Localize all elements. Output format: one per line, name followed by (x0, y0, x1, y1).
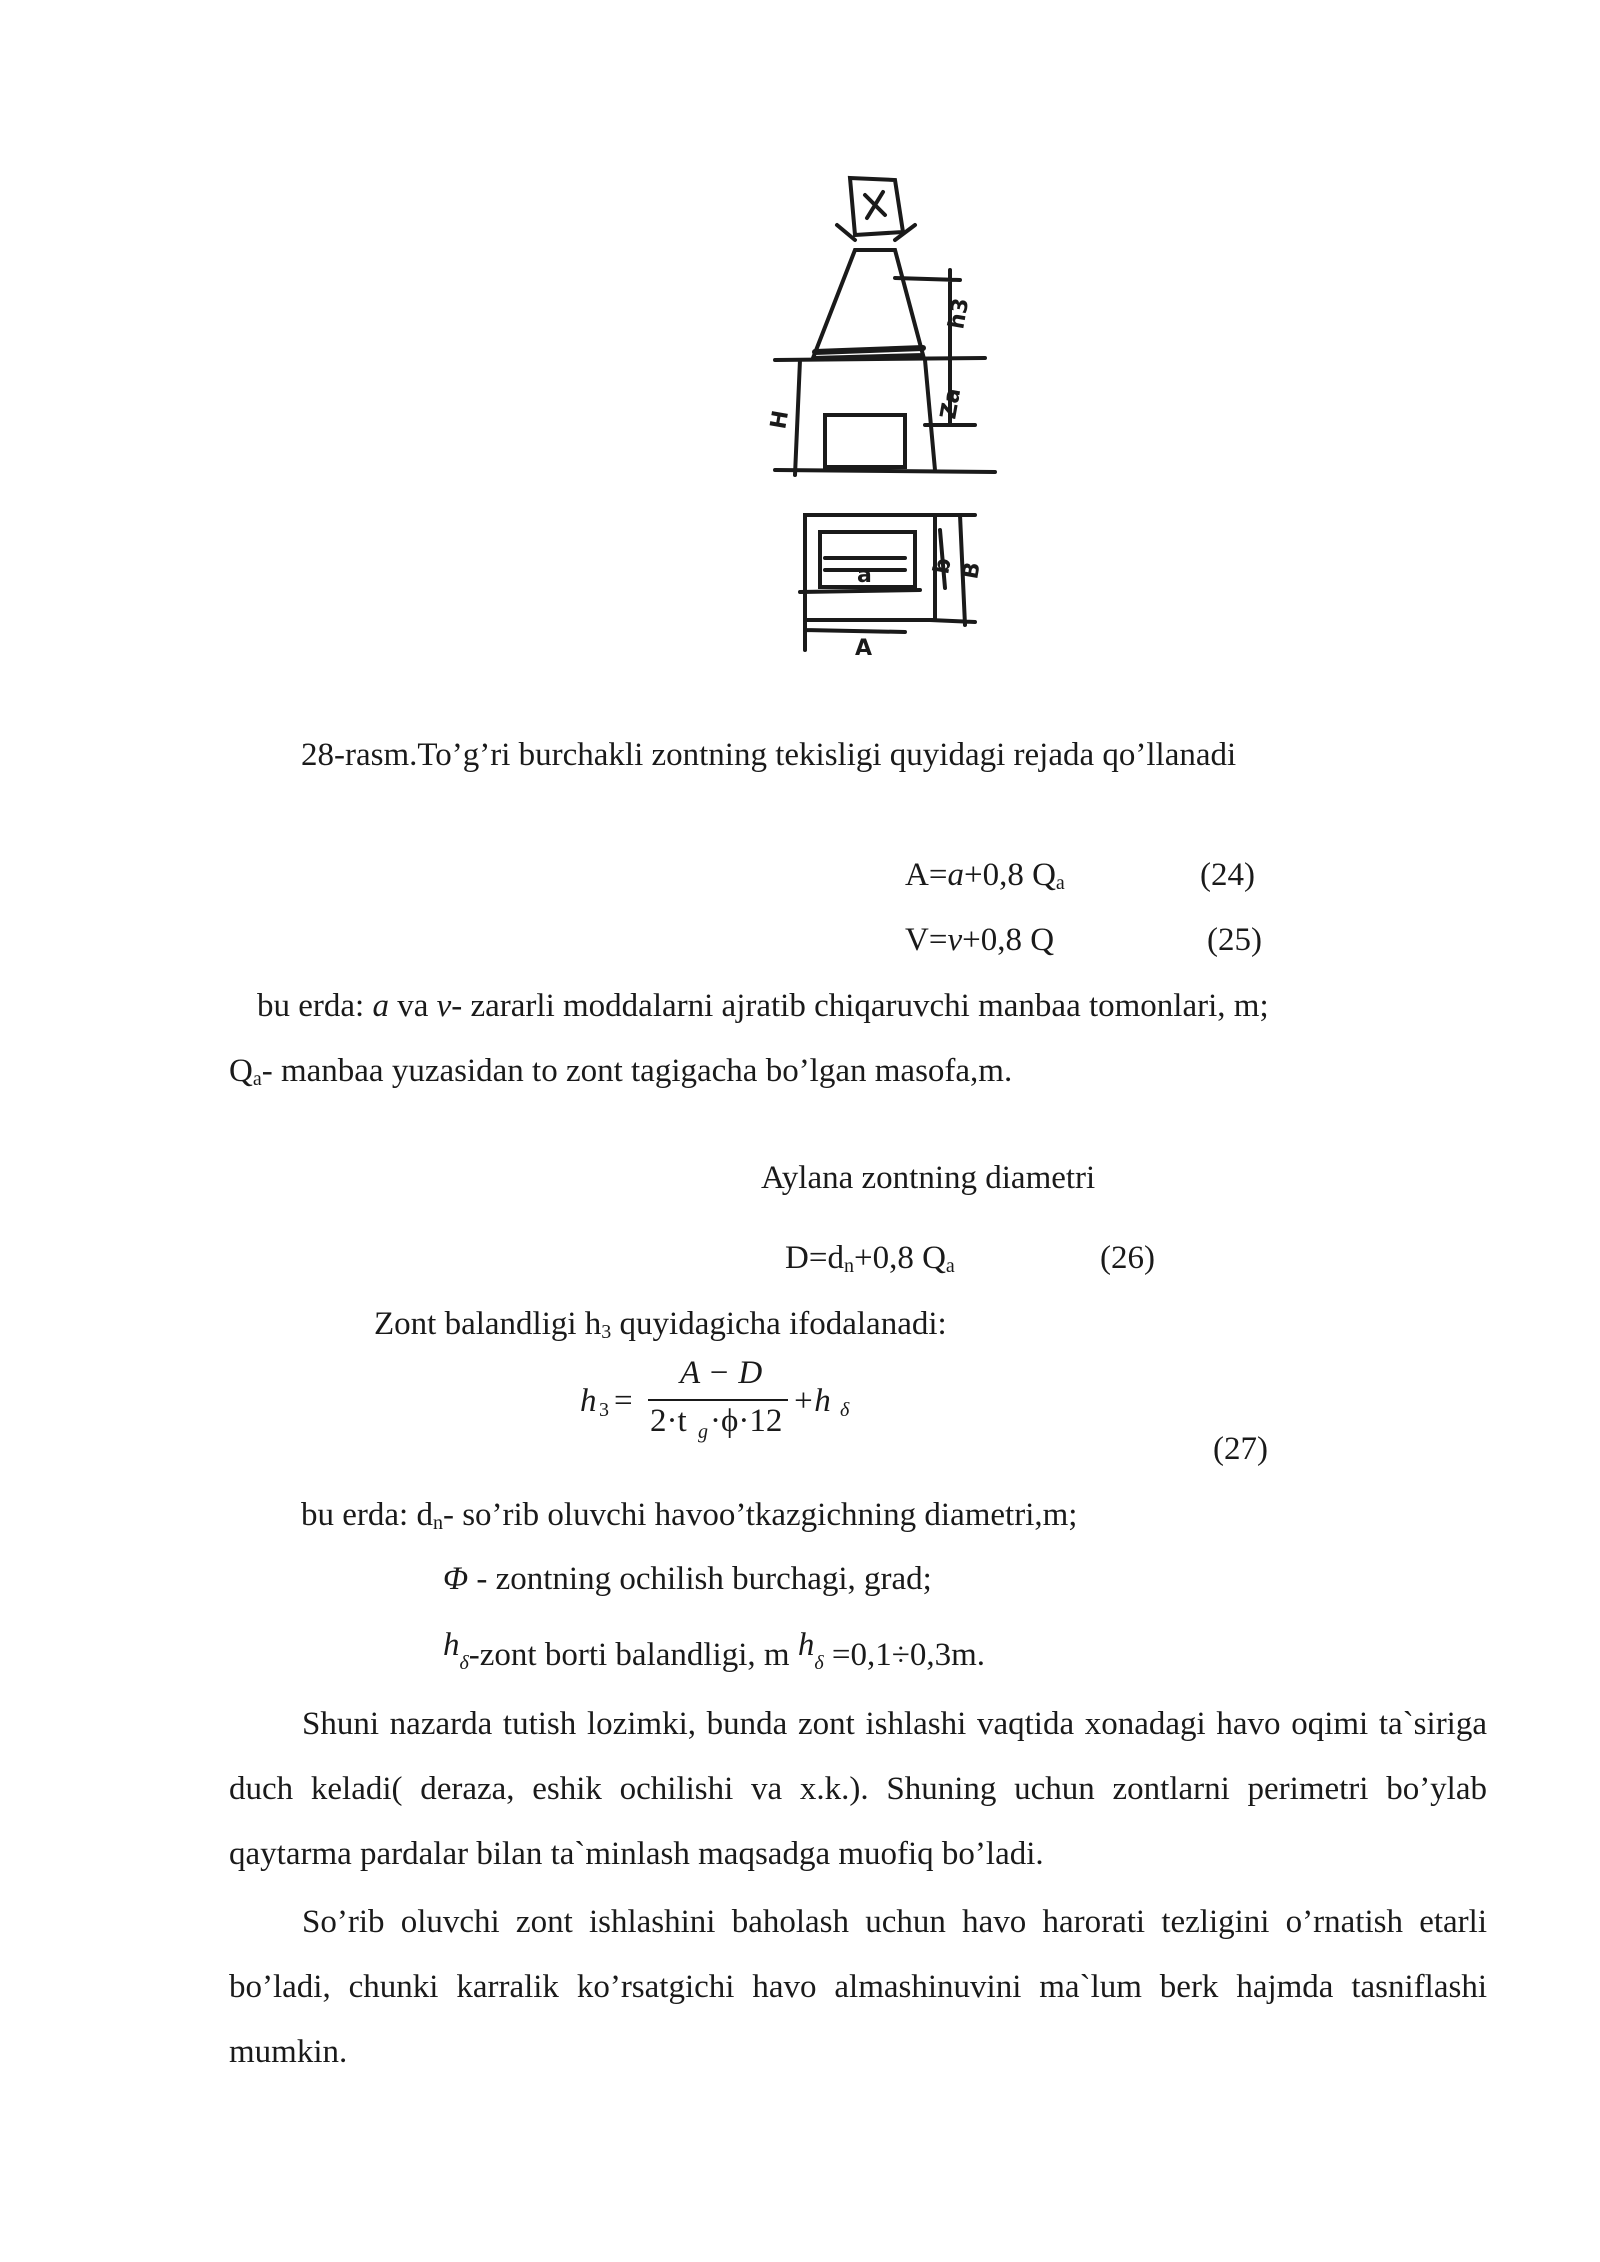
formula-24: A=a+0,8 $Q_a$ (905, 857, 1065, 894)
label-za: Za (936, 386, 967, 422)
label-b-large: B (958, 560, 986, 582)
formula-27: h 3 = A − D 2·t g ·ϕ·12 +h δ (580, 1355, 850, 1443)
formula-27-number: (27) (1213, 1431, 1268, 1467)
formula-24-number: (24) (1200, 857, 1255, 893)
where-line-2: $Q_a-$ manbaa yuzasidan to zont tagigacha bo’lgan masofa,m. (229, 1053, 1013, 1090)
label-b-small: b (929, 556, 957, 577)
figure-caption: 28-rasm.To’g’ri burchakli zontning tekisligi quyidagi rejada qo’llanadi (301, 737, 1237, 773)
hood-diagram (745, 170, 1035, 680)
hood-outline (813, 250, 923, 358)
label-h3: h3 (944, 296, 975, 332)
where-line-1: bu erda: a va v- zararli moddalarni ajratib chiqaruvchi manbaa tomonlari, m; (257, 988, 1269, 1024)
paragraph-1: Shuni nazarda tutish lozimki, bunda zont ishlashi vaqtida xonadagi havo oqimi ta`siriga duch keladi( deraza, eshik ochilishi va x.k.). Shuning uchun zontlarni perimetri bo’ylab qaytarma pardalar bilan ta`minlash maqsadga muofiq bo’ladi. (229, 1706, 1487, 1872)
circle-heading: Aylana zontning diametri (761, 1160, 1096, 1196)
label-a-small: a (857, 563, 872, 588)
formula-25: V=v+0,8 Q (905, 922, 1055, 958)
source-box-elevation (825, 415, 905, 467)
height-line: Zont balandligi $h_3$ quyidagicha ifodalanadi: (374, 1306, 947, 1343)
formula-25-number: (25) (1207, 922, 1262, 958)
label-h: H (766, 408, 795, 432)
formula-26-number: (26) (1100, 1240, 1155, 1276)
where-line-5: $h_\delta$-zont borti balandligi, m $h_\delta =0,1\div 0,3m$. (443, 1627, 986, 1674)
formula-26: $D=d_n+0,8$ $Q_a$ (785, 1240, 955, 1277)
fraction-bar (648, 1399, 788, 1401)
paragraph-2: So’rib oluvchi zont ishlashini baholash uchun havo harorati tezligini o’rnatish etarli bo’ladi, chunki karralik ko’rsatgichi havo almashinuvini ma`lum berk hajmda tasniflashi mumkin. (229, 1904, 1487, 2070)
where-line-4: Φ - zontning ochilish burchagi, grad; (443, 1561, 932, 1597)
label-a-large: A (855, 636, 873, 661)
where-line-3: bu erda: $d_n-$ so’rib oluvchi havoo’tkazgichning diametri,m; (301, 1497, 1078, 1534)
